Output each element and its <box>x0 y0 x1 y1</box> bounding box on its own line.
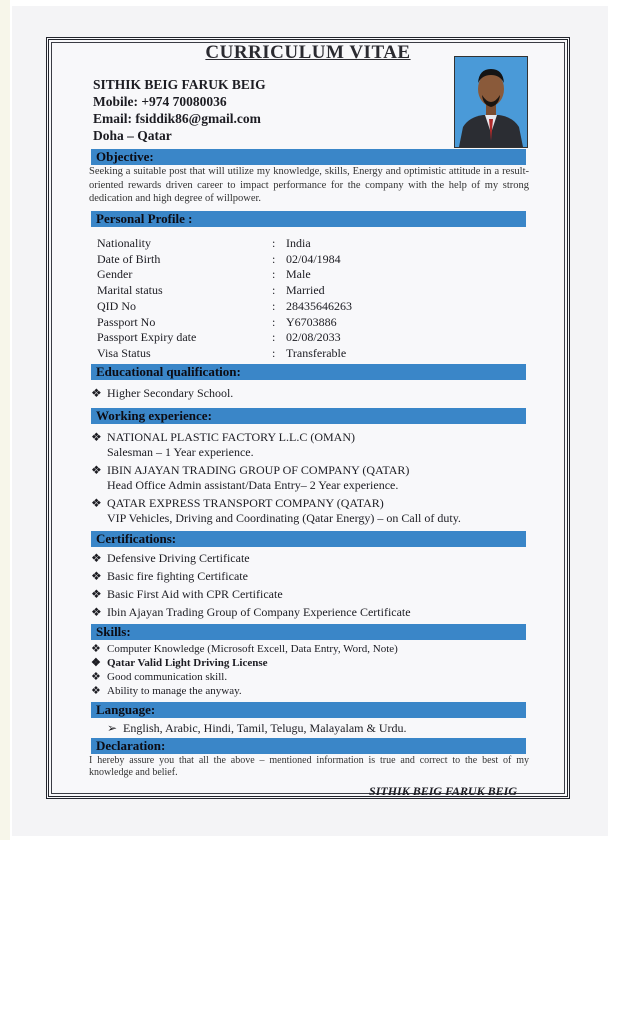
diamond-bullet-icon: ❖ <box>91 605 102 619</box>
profile-row: Nationality : India <box>97 236 311 250</box>
diamond-bullet-icon: ❖ <box>91 386 102 400</box>
cv-document <box>46 37 570 799</box>
profile-row: Passport Expiry date : 02/08/2033 <box>97 330 341 345</box>
list-item: Head Office Admin assistant/Data Entry– 2 Year experience. <box>107 478 399 492</box>
profile-row: Gender : Male <box>97 267 311 282</box>
diamond-bullet-icon: ❖ <box>91 657 101 669</box>
list-item: ❖ QATAR EXPRESS TRANSPORT COMPANY (QATAR) <box>91 496 384 510</box>
list-item: ❖ IBIN AJAYAN TRADING GROUP OF COMPANY (QATAR) <box>91 463 410 477</box>
document-title: CURRICULUM VITAE <box>205 42 411 63</box>
certifications-list <box>91 549 411 621</box>
diamond-bullet-icon: ❖ <box>91 551 102 565</box>
list-item: VIP Vehicles, Driving and Coordinating (Qatar Energy) – on Call of duty. <box>107 511 461 525</box>
profile-row: QID No : 28435646263 <box>97 298 352 313</box>
email-address: Email: fsiddik86@gmail.com <box>93 111 261 126</box>
objective-text: Seeking a suitable post that will utilize my knowledge, skills, Energy and optimistic attitude in a result-oriented rewards driven career to impact performance for the company with the help of my strong dedication and high degree of willpower. <box>89 166 529 204</box>
diamond-bullet-icon: ❖ <box>91 643 101 655</box>
personal-profile-table <box>97 236 352 362</box>
profile-row: Marital status : Married <box>97 283 325 298</box>
diamond-bullet-icon: ❖ <box>91 671 101 683</box>
language-list <box>107 721 407 736</box>
list-item: ❖ Good communication skill. <box>91 671 228 683</box>
experience-list <box>91 430 461 526</box>
experience-heading: Working experience: <box>91 408 526 424</box>
diamond-bullet-icon: ❖ <box>91 430 102 444</box>
profile-row: Visa Status : Transferable <box>97 345 347 360</box>
diamond-bullet-icon: ❖ <box>91 685 101 697</box>
list-item: Salesman – 1 Year experience. <box>107 445 254 459</box>
diamond-bullet-icon: ❖ <box>91 587 102 601</box>
objective-heading: Objective: <box>91 149 526 165</box>
list-item: ❖ Ibin Ajayan Trading Group of Company Experience Certificate <box>91 605 411 619</box>
list-item: ❖ Computer Knowledge (Microsoft Excell, Data Entry, Word, Note) <box>91 643 398 655</box>
profile-photo <box>454 56 528 148</box>
diamond-bullet-icon: ❖ <box>91 463 102 477</box>
education-heading: Educational qualification: <box>91 364 526 380</box>
person-photo-icon <box>455 57 527 147</box>
personal-profile-heading: Personal Profile : <box>91 211 526 227</box>
declaration-heading: Declaration: <box>91 738 526 754</box>
list-item: ❖ Higher Secondary School. <box>91 386 234 400</box>
scan-edge <box>0 0 10 840</box>
list-item: ❖ Defensive Driving Certificate <box>91 551 250 565</box>
language-heading: Language: <box>91 702 526 718</box>
skills-heading: Skills: <box>91 624 526 640</box>
diamond-bullet-icon: ❖ <box>91 569 102 583</box>
education-list <box>91 386 233 401</box>
declaration-text: I hereby assure you that all the above – mentioned information is true and correct to the best of my knowledge and belief. <box>89 755 529 778</box>
list-item: ❖ NATIONAL PLASTIC FACTORY L.L.C (OMAN) <box>91 430 356 444</box>
certifications-heading: Certifications: <box>91 531 526 547</box>
list-item: ❖ Basic fire fighting Certificate <box>91 569 248 583</box>
contact-block <box>93 76 266 144</box>
candidate-name: SITHIK BEIG FARUK BEIG <box>93 77 266 92</box>
profile-row: Date of Birth : 02/04/1984 <box>97 251 341 266</box>
mobile-number: Mobile: +974 70080036 <box>93 94 227 109</box>
arrow-bullet-icon: ➢ <box>107 721 118 735</box>
skills-list <box>91 642 398 698</box>
list-item: ➢ English, Arabic, Hindi, Tamil, Telugu, Malayalam & Urdu. <box>107 721 407 735</box>
list-item: ❖ Qatar Valid Light Driving License <box>91 657 268 669</box>
location: Doha – Qatar <box>93 128 172 143</box>
list-item: ❖ Ability to manage the anyway. <box>91 685 242 697</box>
signature-name: SITHIK BEIG FARUK BEIG <box>369 784 517 798</box>
profile-row: Passport No : Y6703886 <box>97 314 337 329</box>
list-item: ❖ Basic First Aid with CPR Certificate <box>91 587 283 601</box>
diamond-bullet-icon: ❖ <box>91 496 102 510</box>
